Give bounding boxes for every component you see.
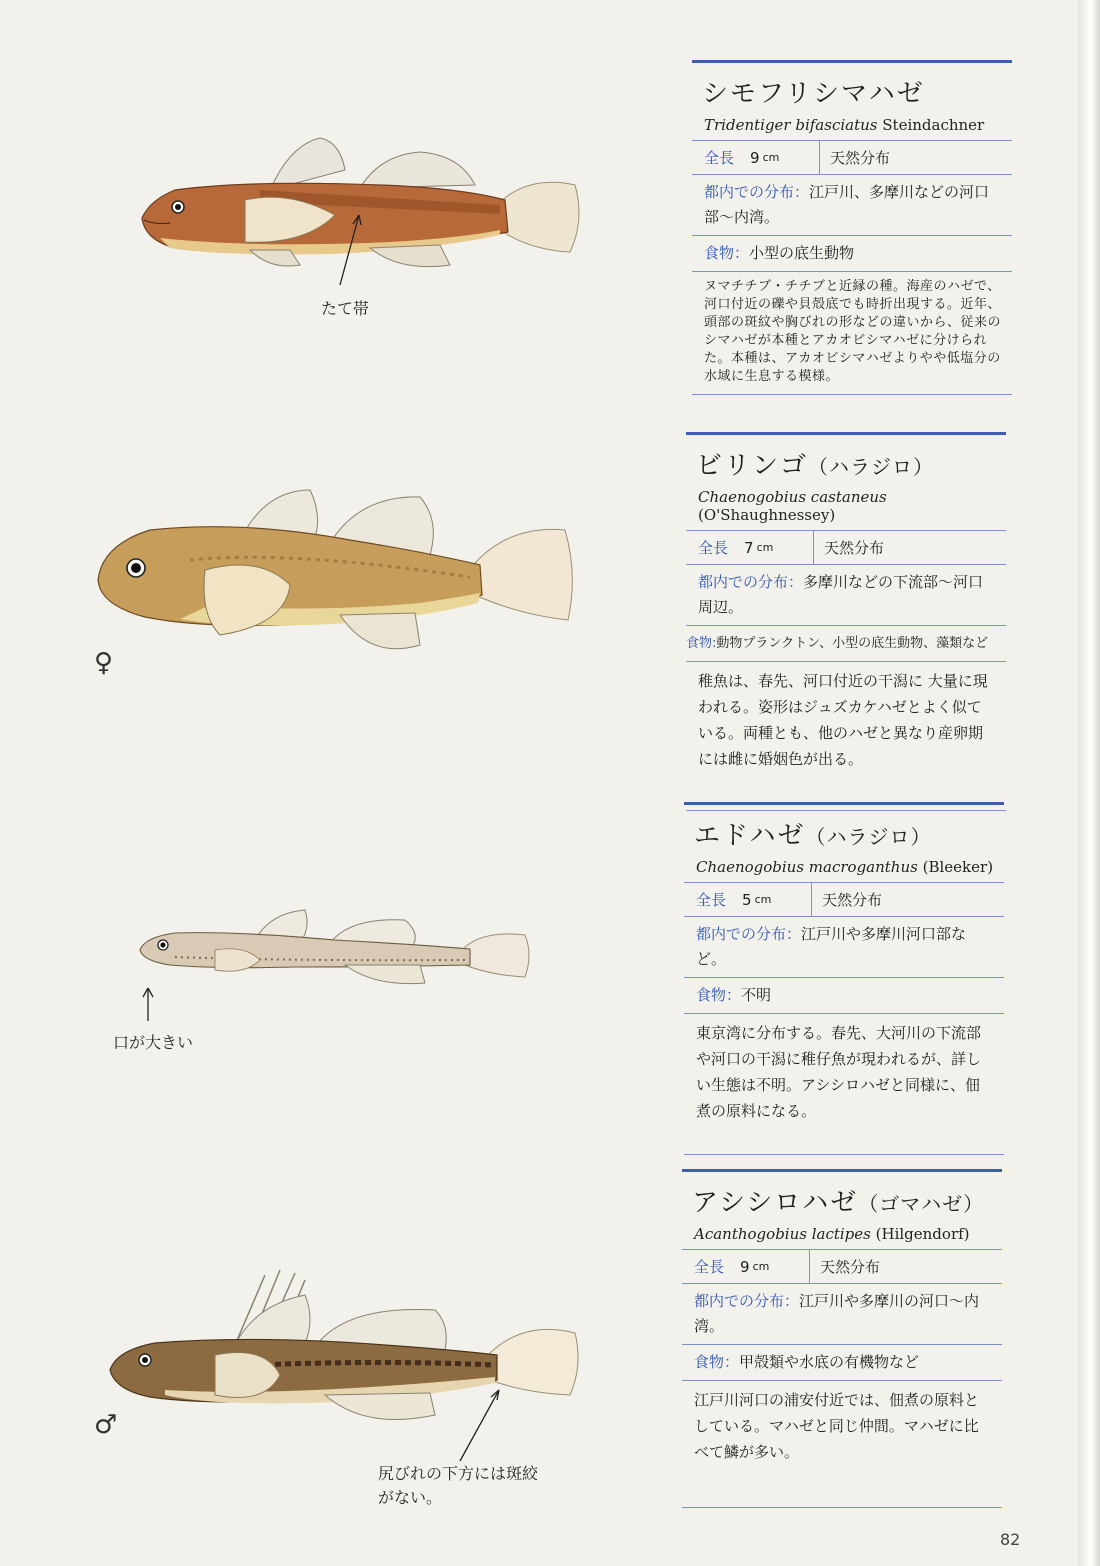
scientific-name [694, 1225, 1002, 1243]
species-name-text: シモフリシマハゼ [702, 79, 925, 109]
page-number: 82 [1000, 1530, 1021, 1549]
tokyo-distribution [682, 1284, 1002, 1344]
distribution-label: 都内での分布： [696, 925, 802, 943]
species-description: 江戸川河口の浦安付近では、佃煮の原料としている。マハゼと同じ仲間。マハゼに比べて鱗が多い。 [694, 1391, 980, 1461]
length-value: 5 [742, 890, 752, 909]
distribution-text: 江戸川や多摩川河口部など。 [696, 925, 967, 968]
food-label: 食物： [696, 986, 742, 1004]
entry-top-rule [682, 1169, 1002, 1172]
caption-large-mouth: 口が大きい [113, 1033, 194, 1052]
food [686, 626, 1006, 661]
caption-vertical-band: たて帯 [321, 299, 370, 318]
food-label: 食物： [694, 1353, 740, 1371]
species-description: 東京湾に分布する。春先、大河川の下流部や河口の干潟に稚仔魚が現われるが、詳しい生態は不明。アシシロハゼと同様に、佃煮の原料になる。 [696, 1024, 982, 1120]
length-unit: cm [752, 1260, 770, 1273]
author: (Hilgendorf) [875, 1225, 970, 1243]
species-entry-edohaze [684, 802, 1004, 1155]
food-text: 小型の底生動物 [749, 244, 855, 262]
alternate-name: （ハラジロ） [808, 455, 935, 479]
food-text: 甲殻類や水底の有機物など [739, 1353, 920, 1371]
genus-species: Chaenogobius castaneus [698, 488, 887, 506]
species-entry-biringo [686, 432, 1006, 811]
tokyo-distribution [692, 175, 1012, 235]
size-status-row [686, 531, 1006, 564]
alternate-name: （ハラジロ） [805, 825, 932, 849]
food [684, 978, 1004, 1013]
fish-illustration-edohaze [135, 905, 535, 995]
total-length [692, 141, 820, 174]
length-value: 9 [740, 1257, 750, 1276]
size-status-row [682, 1250, 1002, 1283]
arrow-fish1 [335, 210, 365, 290]
species-name-text: エドハゼ [694, 821, 806, 851]
genus-species: Acanthogobius lactipes [694, 1225, 871, 1243]
distribution-status: 天然分布 [822, 891, 883, 909]
fish-illustration-biringo [90, 485, 580, 660]
scientific-name [698, 488, 1006, 524]
species-name-text: アシシロハゼ [692, 1188, 859, 1218]
total-length [686, 531, 814, 564]
page-edge [1078, 0, 1100, 1566]
distribution-status: 天然分布 [820, 1258, 881, 1276]
caption-no-spots [378, 1462, 538, 1510]
entry-top-rule [684, 802, 1004, 805]
species-name [694, 815, 1004, 852]
length-unit: cm [762, 151, 780, 164]
species-name [692, 1182, 1002, 1219]
author: (Bleeker) [922, 858, 994, 876]
arrow-fish3 [138, 985, 158, 1025]
size-status-row [692, 141, 1012, 174]
length-unit: cm [754, 893, 772, 906]
food [692, 236, 1012, 271]
distribution-label: 都内での分布： [698, 573, 804, 591]
length-label: 全長 [696, 891, 727, 909]
length-label: 全長 [694, 1258, 725, 1276]
food-label: 食物： [704, 244, 750, 262]
entry-top-rule [686, 432, 1006, 435]
distribution-status: 天然分布 [824, 539, 885, 557]
species-entry-ashishirohaze [682, 1169, 1002, 1508]
distribution-text: 江戸川、多摩川などの河口部～内湾。 [704, 183, 990, 226]
male-symbol: ♂ [94, 1410, 118, 1440]
length-value: 7 [744, 538, 754, 557]
species-description: ヌマチチブ・チチブと近縁の種。海産のハゼで、河口付近の礫や貝殻底でも時折出現する。近年、頭部の斑紋や胸びれの形などの違いから、従来のシマハゼが本種とアカオビシマハゼに分けられた。本種は、アカオビシマハゼよりやや低塩分の水域に生息する模様。 [704, 279, 1002, 384]
tokyo-distribution [686, 565, 1006, 625]
distribution-label: 都内での分布： [694, 1292, 800, 1310]
fish-illustration-ashishirohaze [105, 1265, 585, 1430]
species-name [702, 73, 1012, 110]
species-description: 稚魚は、春先、河口付近の干潟に 大量に現われる。姿形はジュズカケハゼとよく似ている。両種とも、他のハゼと異なり産卵期には雌に婚姻色が出る。 [698, 672, 988, 768]
length-label: 全長 [698, 539, 729, 557]
food [682, 1345, 1002, 1380]
genus-species: Tridentiger bifasciatus [704, 116, 878, 134]
caption-no-spots-line1: 尻びれの下方には斑絞 [378, 1464, 539, 1483]
species-name [696, 445, 1006, 482]
total-length [684, 883, 812, 916]
food-label: 食物: [686, 636, 717, 651]
distribution-label: 都内での分布： [704, 183, 810, 201]
length-value: 9 [750, 148, 760, 167]
species-name-text: ビリンゴ [696, 451, 809, 481]
species-entry-shimofurishimahaze [692, 60, 1012, 395]
size-status-row [684, 883, 1004, 916]
distribution-text: 江戸川や多摩川の河口～内湾。 [694, 1292, 980, 1335]
length-unit: cm [756, 541, 774, 554]
scientific-name [704, 116, 1012, 134]
length-label: 全長 [704, 149, 735, 167]
author: Steindachner [882, 116, 985, 134]
female-symbol: ♀ [94, 648, 114, 678]
distribution-text: 多摩川などの下流部～河口周辺。 [698, 573, 984, 616]
scientific-name [696, 858, 1004, 876]
caption-no-spots-line2: がない。 [378, 1488, 443, 1507]
arrow-fish4 [455, 1385, 505, 1465]
food-text: 動物プランクトン、小型の底生動物、藻類など [716, 636, 989, 651]
genus-species: Chaenogobius macroganthus [696, 858, 918, 876]
distribution-status: 天然分布 [830, 149, 891, 167]
total-length [682, 1250, 810, 1283]
food-text: 不明 [741, 986, 772, 1004]
entry-top-rule [692, 60, 1012, 63]
author: (O'Shaughnessey) [698, 506, 836, 524]
alternate-name: （ゴマハゼ） [858, 1192, 985, 1216]
tokyo-distribution [684, 917, 1004, 977]
